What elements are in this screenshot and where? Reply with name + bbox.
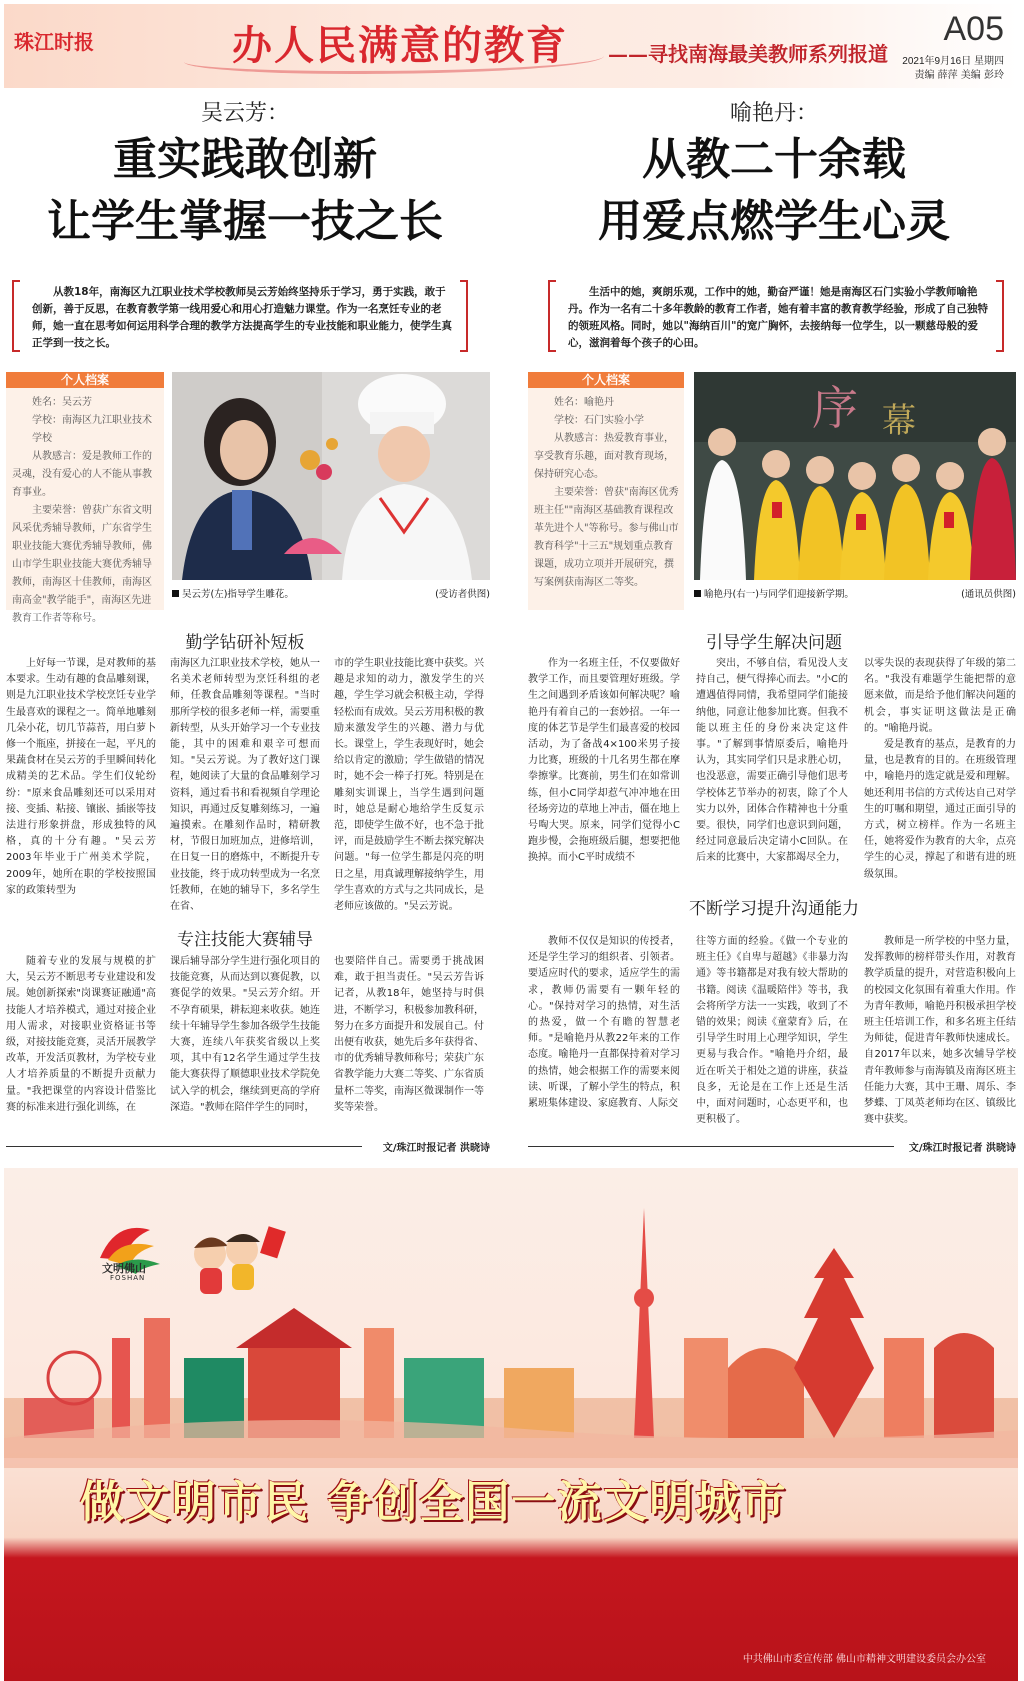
right-profile-motto: 从教感言：热爱教育事业，享受教育乐趣，面对教育现场，保持研究心态。 xyxy=(534,433,674,480)
left-byline: 文/珠江时报记者 洪晓诗 xyxy=(382,1143,490,1154)
right-s2-col2: 往等方面的经验。《做一个专业的班主任》《自卑与超越》《非暴力沟通》等书籍都是对我有较大帮助的书籍。阅读《温暖陪伴》等书，我会将所学方法一一实践，收到了不错的效果；阅读《童蒙育》后，在引导学生时用上心理学知识，学生更易与我合作。"喻艳丹介绍，最近在听关于相处之道的讲座，获益良多，无论是在工作上还是生活中，面对问题时，心态更平和，也更积极了。 xyxy=(696,936,848,1126)
foshan-logo-text: 文明佛山 xyxy=(102,1262,146,1275)
right-section1-title: 引导学生解决问题 xyxy=(706,633,842,653)
right-photo-source: (通讯员供图) xyxy=(961,589,1016,600)
left-photo xyxy=(172,372,490,580)
right-s1-col3 xyxy=(864,656,1016,886)
left-lead-bracket-open xyxy=(12,280,20,352)
civilization-banner xyxy=(4,1168,1018,1681)
left-profile-name: 姓名：吴云芳 xyxy=(32,397,92,408)
banner-slogan: 做文明市民 争创全国一流文明城市 xyxy=(80,1477,788,1528)
right-lead-bracket-open xyxy=(548,280,556,352)
right-article-heading xyxy=(524,96,1024,253)
left-profile-school: 学校：南海区九江职业技术学校 xyxy=(32,415,152,444)
right-s2-col1: 教师不仅仅是知识的传授者，还是学生学习的组织者、引领者。要适应时代的要求，适应学生的需求，教师仍需要有一颗年轻的心。"保持对学习的热情，对生活的热爱，做一个有瞻的智慧老师。"是喻艳丹从教22年来的工作态度。喻艳丹一直都保持着对学习的热情，她会根据工作的需要来阅读、听课，了解小学生的特点，积累班集体建设、家庭教育、人际交 xyxy=(528,936,680,1110)
left-section1-title: 勤学钻研补短板 xyxy=(185,633,305,653)
right-byline: 文/珠江时报记者 洪晓诗 xyxy=(908,1143,1016,1154)
left-photo-caption xyxy=(172,586,490,600)
caption-marker xyxy=(172,590,179,597)
banner-organizations: 中共佛山市委宣传部 佛山市精神文明建设委员会办公室 xyxy=(742,1654,986,1665)
left-caption-text: 吴云芳(左)指导学生雕花。 xyxy=(182,589,294,600)
left-article-heading xyxy=(0,96,490,253)
left-lead-bracket-close xyxy=(460,280,468,352)
editors-credit: 责编 薛萍 美编 彭玲 xyxy=(914,70,1004,81)
left-lead-paragraph: 从教18年，南海区九江职业技术学校教师吴云芳始终坚持乐于学习，勇于实践，敢于创新，善于反思，在教育教学第一线用爱心和用心打造魅力课堂。作为一名烹饪专业的老师，她一直在思考如何运用科学合理的教学方法提高学生的专业技能和职业能力，使学生真正学到一技之长。 xyxy=(32,286,452,349)
right-profile-honors: 主要荣誉：曾获"南海区优秀班主任""南海区基础教育课程改革先进个人"等称号。参与佛山市教育科学"十三五"规划重点教育课题，成功立项并开展研究，撰写案例获南海区二等奖。 xyxy=(534,487,679,588)
right-section2-title: 不断学习提升沟通能力 xyxy=(689,899,859,919)
right-photo xyxy=(694,372,1016,580)
svg-text:幕: 幕 xyxy=(882,401,916,441)
left-photo-source: (受访者供图) xyxy=(435,589,490,600)
left-s2-col3: 也要陪伴自己。需要勇于挑战困难，敢于担当责任。"吴云芳告诉记者，从教18年，她坚持与时俱进，不断学习，积极参加教科研，努力在多方面提升和发展自己。付出便有收获，她先后多年获得省、市的优秀辅导教师称号；荣获广东省教学能力大赛二等奖、广东省质量杯二等奖，南海区微课制作一等奖等荣誉。 xyxy=(334,956,484,1113)
right-s1-col3-para1: 以零失误的表现获得了年级的第二名。"我没有难题学生能把帮的意愿来做，而是给予他们解决问题的机会，事实证明这做法是正确的。"喻艳丹说。 xyxy=(864,658,1016,734)
right-s1-col2: 突出，不够自信，看见没人支持自己，便气得捧心而去。"小C的遭遇值得同情，我希望同学们能接纳他，同意让他参加比赛。但我不能以班主任的身份来决定这件事。"了解到事情原委后，喻艳丹认为，其实同学们只是求胜心切，也没恶意，需要正确引导他们思考学校体艺节举办的初衷，除了个人实力以外，团体合作精神也十分重要。很快，同学们也意识到问题，经过同意最后决定请小C回队。在后来的比赛中，大家都竭尽全力， xyxy=(696,658,848,864)
students-with-teacher-illustration xyxy=(694,372,1016,580)
page-number: A05 xyxy=(943,10,1004,48)
right-profile-school: 学校：石门实验小学 xyxy=(554,415,644,426)
svg-text:序: 序 xyxy=(812,381,858,435)
left-headline-line2: 让学生掌握一技之长 xyxy=(47,196,443,247)
left-s2-col1: 随着专业的发展与规模的扩大，吴云芳不断思考专业建设和发展。她创新探索"岗课赛证融通"高技能人才培养模式，通过对接企业用人需求，对接职业资格证书等级，对接技能竞赛，灵活开展教学改革，开发活页教材，为学校专业人才培养质量的不断提升贡献力量。"我把课堂的内容设计借鉴比赛的标准来进行强化训练，在 xyxy=(6,956,156,1113)
right-headline-line2: 用爱点燃学生心灵 xyxy=(598,196,950,247)
left-s1-col1: 上好每一节课，是对教师的基本要求。生动有趣的食品雕刻课，则是九江职业技术学校烹饪专业学生最喜欢的课程之一。简单地雕刻几朵小花，切几节蒜苔，用白萝卜修一个瓶座，拼接在一起，平凡的果蔬食材在吴云芳的手里瞬间转化成精美的艺术品。学生们仪轮纷纷："原来食品雕刻还可以采用对接、变插、粘接、镶嵌、插嵌等技法进行形象拼盘，形成独特的风格，真的十分有趣。"吴云芳2003年毕业于广州美术学院，2009年，她所在职的学校按照国家的政策转型为 xyxy=(6,658,156,896)
newspaper-logo: 珠江时报 xyxy=(14,30,94,54)
left-kicker: 吴云芳： xyxy=(200,101,289,126)
foshan-logo-sub: FOSHAN xyxy=(110,1274,146,1282)
right-lead-paragraph: 生活中的她，爽朗乐观，工作中的她，勤奋严谨！她是南海区石门实验小学教师喻艳丹。作为一名有二十多年教龄的教育工作者，她有着丰富的教育教学经验，形成了自己独特的领班风格。同时，她以"海纳百川"的宽广胸怀，去接纳每一位学生，以一颗慈母般的爱心，滋润着每个孩子的心田。 xyxy=(568,286,988,349)
left-profile-motto: 从教感言：爱是教师工作的灵魂，没有爱心的人不能从事教育事业。 xyxy=(12,451,152,498)
left-profile-tab: 个人档案 xyxy=(6,372,164,388)
masthead xyxy=(4,4,1018,88)
teacher-and-chef-illustration xyxy=(172,372,490,580)
left-section2-title: 专注技能大赛辅导 xyxy=(177,930,313,950)
issue-date: 2021年9月16日 星期四 xyxy=(902,56,1004,67)
column-title: 办人民满意的教育 xyxy=(232,22,568,69)
right-s2-col3: 教师是一所学校的中坚力量，发挥教师的榜样带头作用，对教育教学质量的提升，对营造积极向上的校园文化氛围有着重大作用。作为青年教师，喻艳丹积极承担学校班主任培训工作，和多名班主任结为师徒，促进青年教师快速成长。自2017年以来，她多次辅导学校青年教师参与南海镇及南海区班主任能力大赛，其中王珊、周乐、李梦蝶、丁凤英老师均在区、镇级比赛中获奖。 xyxy=(864,936,1016,1126)
right-s1-col1: 作为一名班主任，不仅要做好教学工作，而且要管理好班级。学生之间遇到矛盾该如何解决呢？喻艳丹有着自己的一套妙招。一年一度的体艺节是学生们最喜爱的校园活动，为了备战4×100米男子接力比赛，班级的十几名男生都在摩拳擦掌。比赛前，男生们在如常训练，但小C同学却惹气冲冲地在田径场旁边的草地上冲击，僵在地上号啕大哭。原来，同学们觉得小C跑步慢，会拖班级后腿，想要把他换掉。而小C平时成绩不 xyxy=(528,658,680,864)
cartoon-kids-mascot xyxy=(194,1226,286,1294)
left-profile-honors: 主要荣誉：曾获广东省文明风采优秀辅导教师，广东省学生职业技能大赛优秀辅导教师，佛山市学生职业技能大赛优秀辅导教师，南海区十佳教师，南海区南高金"教学能手"，南海区先进教育工作者等称号。 xyxy=(12,505,152,624)
right-lead-bracket-close xyxy=(996,280,1004,352)
left-s1-col2: 南海区九江职业技术学校，她从一名美术老师转型为烹饪科组的老师，任教食品雕刻等课程。"当时那所学校的很多老师一样，需要重新转型，从头开始学习一个专业技能，其中的困难和艰辛可想而知。"吴云芳说。为了教好这门课程，她阅读了大量的食品雕刻学习资料，通过看书和看视频自学理论知识，再通过反复雕刻练习，一遍遍摸索。在雕刻作品时，精研教材，节假日加班加点，进修培训，在日复一日的磨炼中，不断提升专业技能，终于成功转型成为一名烹饪教师，在她的辅导下，多名学生在省、 xyxy=(170,658,320,913)
city-skyline-illustration xyxy=(4,1168,1018,1681)
right-caption-text: 喻艳丹(右一)与同学们迎接新学期。 xyxy=(704,589,854,600)
right-headline-line1: 从教二十余载 xyxy=(642,134,906,185)
column-subtitle: ——寻找南海最美教师系列报道 xyxy=(608,42,888,66)
right-profile-tab: 个人档案 xyxy=(528,372,684,388)
left-headline-line1: 重实践敢创新 xyxy=(113,134,377,185)
right-photo-caption xyxy=(694,586,1016,600)
right-profile-text xyxy=(534,394,680,592)
right-kicker: 喻艳丹： xyxy=(729,101,818,126)
right-s1-col3-para2: 爱是教育的基点，是教育的力量，也是教育的目的。在班级管理中，喻艳丹的选定就是爱和理解。她还利用书信的方式传达自己对学生的叮嘱和期望，通过正面引导的方式，树立榜样。作为一名班主任，她将爱作为教育的大伞，点亮学生的心灵，撑起了和谐有进的班级氛围。 xyxy=(864,739,1016,880)
caption-marker xyxy=(694,590,701,597)
left-s2-col2: 课后辅导部分学生进行强化项目的技能竞赛，从而达到以赛促教，以赛促学的效果。"吴云芳介绍。开不孕育硕果，耕耘迎来收获。她连续十年辅导学生参加各级学生技能大赛，连续八年获奖省级以上奖项，其中有12名学生通过学生技能大赛获得了顺德职业技术学院免试入学的机会，继续到更高的学府深造。"教师在陪伴学生的同时， xyxy=(170,956,320,1113)
left-s1-col3: 市的学生职业技能比赛中获奖。兴趣是求知的动力，激发学生的兴趣，学生学习就会积极主动，学得轻松而有成效。吴云芳用积极的教励来激发学生的兴趣、潜力与优长。课堂上，学生表现好时，她会给以肯定的激励；学生做错的情况时，她不会一棒子打死。特别是在雕刻实训课上，当学生遇到问题时，她总是耐心地给学生反复示范，即使学生做不好，也不急于批评，而是鼓励学生不断去探究解决问题。"每一位学生都是闪亮的明日之星，用真诚理解接纳学生，用学生喜欢的方式与之共同成长，是老师应该做的。"吴云芳说。 xyxy=(334,658,484,913)
left-profile-text xyxy=(12,394,160,628)
right-profile-name: 姓名：喻艳丹 xyxy=(554,397,614,408)
